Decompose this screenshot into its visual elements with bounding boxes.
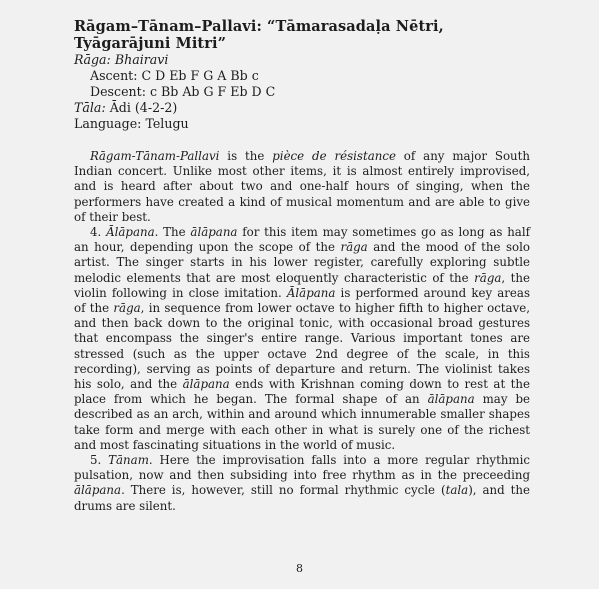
term: Tānam [108,453,149,468]
text: and the mood of the solo artist. The singer starts in his lower register, carefully exploring subtle melodic elements that are most eloquently characteristic of the [74,240,531,285]
page-number: 8 [296,562,303,575]
text: is performed around key areas of the [74,285,530,316]
text: may be described as an arch, within and around which innumerable smaller shapes take form and merge with each other in what is surely one of the richest and most fascinating situations in the world of music. [74,392,530,452]
language-label: Language: [74,116,142,131]
text: of any major South Indian concert. Unlike most other items, it is almost entirely improvised, and is heard after about two and one-half hours of singing, when the performers have created a kind of musical momentum and are able to give of their best. [74,149,530,224]
paragraph-tanam [74,453,530,514]
ascent-line [74,68,530,84]
text: ends with Krishnan coming down to rest at the place from which he began. The formal shape of an [74,377,530,407]
raga-label: Rāga: [74,52,111,67]
tala-line [74,100,530,116]
language-value: Telugu [145,116,189,131]
term: rāga [474,270,502,285]
ascent-value: C D Eb F G A Bb c [141,68,259,83]
section-number: 5. [90,453,109,468]
language-line [74,116,530,132]
paragraph-intro [74,149,530,225]
term: ālāpana [427,392,475,407]
text: ), and the drums are silent. [74,483,530,513]
section-number: 4. [90,225,107,240]
term: ālāpana [182,377,230,392]
raga-info [74,52,530,132]
item-title: Rāgam–Tānam–Pallavi: “Tāmarasadaḷa Nētri, Tyāgarājuni Mitri” [74,18,444,52]
term: rāga [113,301,141,316]
term: ālāpana [190,225,238,240]
text: , the violin following in close imitation. [74,270,530,300]
term: Rāgam-Tānam-Pallavi [90,149,220,163]
tala-value: Ādi (4-2-2) [109,100,178,115]
tala-label: Tāla: [74,100,106,115]
ascent-label: Ascent: [90,68,138,83]
term: Ālāpana [106,225,155,240]
text: for this item may sometimes go as long as half an hour, depending upon the scope of the [74,225,530,255]
text: . There is, however, still no formal rhythmic cycle ( [121,483,446,498]
raga-line [74,52,530,68]
term: ālāpana [74,483,122,498]
term: Ālāpana [286,285,336,300]
text: is the [219,149,273,163]
descent-line [74,84,530,100]
raga-value: Bhairavi [114,52,169,67]
term: rāga [340,240,368,255]
descent-value: c Bb Ab G F Eb D C [149,84,276,99]
document-page [74,18,530,514]
text: , in sequence from lower octave to higher fifth to higher octave, and then back down to the original tonic, with occasional broad gestures that encompass the singer's entire range. Various important tones are stressed (such as the upper octave 2nd degree of the scale, in this recording), serving as points of departure and return. The violinist takes his solo, and the [74,301,530,392]
text: . The [154,225,191,240]
text: . Here the improvisation falls into a more regular rhythmic pulsation, now and then subsiding into free rhythm as in the preceeding [74,453,530,483]
paragraph-alapana [74,225,530,453]
term: tala [445,483,469,498]
essay-body [74,149,530,514]
descent-label: Descent: [90,84,146,99]
term: pièce de résistance [272,149,396,163]
